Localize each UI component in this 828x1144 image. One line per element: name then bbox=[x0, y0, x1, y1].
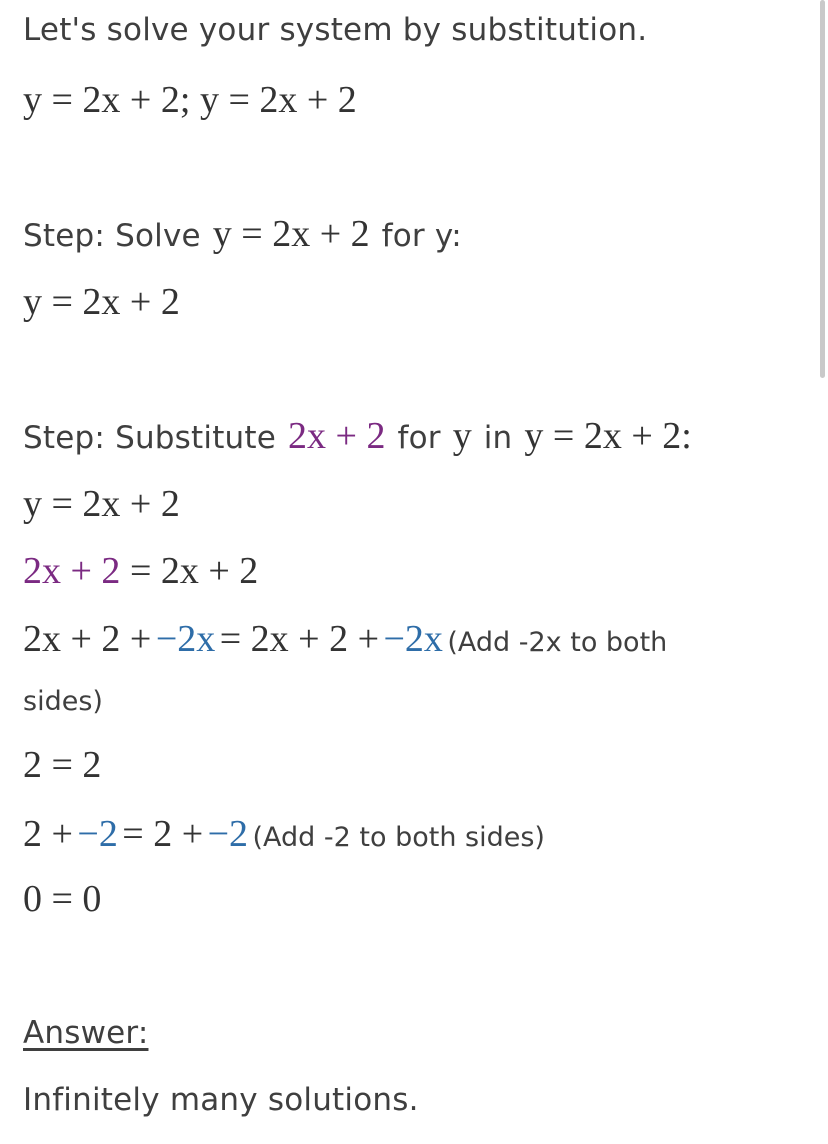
equation-2: y = 2x + 2 bbox=[199, 79, 357, 121]
intro-text: Let's solve your system by substitution. bbox=[23, 12, 648, 48]
work-line-3-c: = 2x + 2 + bbox=[219, 618, 380, 660]
equation-separator: ; bbox=[179, 79, 191, 121]
work-line-2-lhs: 2x + 2 bbox=[23, 550, 121, 592]
work-line-3-a: 2x + 2 + bbox=[23, 618, 152, 660]
answer-label: Answer: bbox=[23, 1015, 149, 1051]
work-line-5-b: −2 bbox=[77, 813, 118, 855]
step-substitute-heading bbox=[23, 414, 692, 458]
work-line-5-a: 2 + bbox=[23, 813, 73, 855]
work-line-2-rhs: = 2x + 2 bbox=[129, 550, 259, 592]
work-line-5-note: (Add -2 to both sides) bbox=[252, 822, 545, 853]
work-line-3-note-cont: sides) bbox=[23, 686, 103, 717]
target-equation: y = 2x + 2 bbox=[524, 415, 682, 457]
work-line-3-b: −2x bbox=[155, 618, 216, 660]
step-solve-prefix: Step: Solve bbox=[23, 218, 201, 254]
step-solve-equation: y = 2x + 2 bbox=[212, 213, 370, 255]
work-line-3 bbox=[23, 617, 667, 661]
work-line-3-d: −2x bbox=[383, 618, 443, 660]
substitute-expression: 2x + 2 bbox=[288, 415, 386, 457]
system-equations bbox=[23, 78, 357, 122]
step-substitute-prefix: Step: Substitute bbox=[23, 420, 277, 456]
scrollbar[interactable] bbox=[820, 0, 825, 378]
for-word: for bbox=[397, 420, 441, 456]
colon: : bbox=[681, 415, 692, 457]
step-solve-suffix: for y: bbox=[381, 218, 462, 254]
substitute-variable: y bbox=[452, 415, 472, 457]
step-solve-result: y = 2x + 2 bbox=[23, 281, 180, 323]
work-line-6: 0 = 0 bbox=[23, 878, 102, 920]
work-line-4: 2 = 2 bbox=[23, 744, 102, 786]
step-solve-heading bbox=[23, 212, 462, 256]
work-line-3-note: (Add -2x to both bbox=[447, 627, 668, 658]
equation-1: y = 2x + 2 bbox=[23, 79, 180, 121]
work-line-2 bbox=[23, 549, 258, 593]
work-line-5-c: = 2 + bbox=[122, 813, 204, 855]
work-line-5-d: −2 bbox=[207, 813, 249, 855]
in-word: in bbox=[483, 420, 513, 456]
answer-text: Infinitely many solutions. bbox=[23, 1082, 419, 1118]
work-line-5 bbox=[23, 812, 545, 856]
work-line-1: y = 2x + 2 bbox=[23, 483, 180, 525]
